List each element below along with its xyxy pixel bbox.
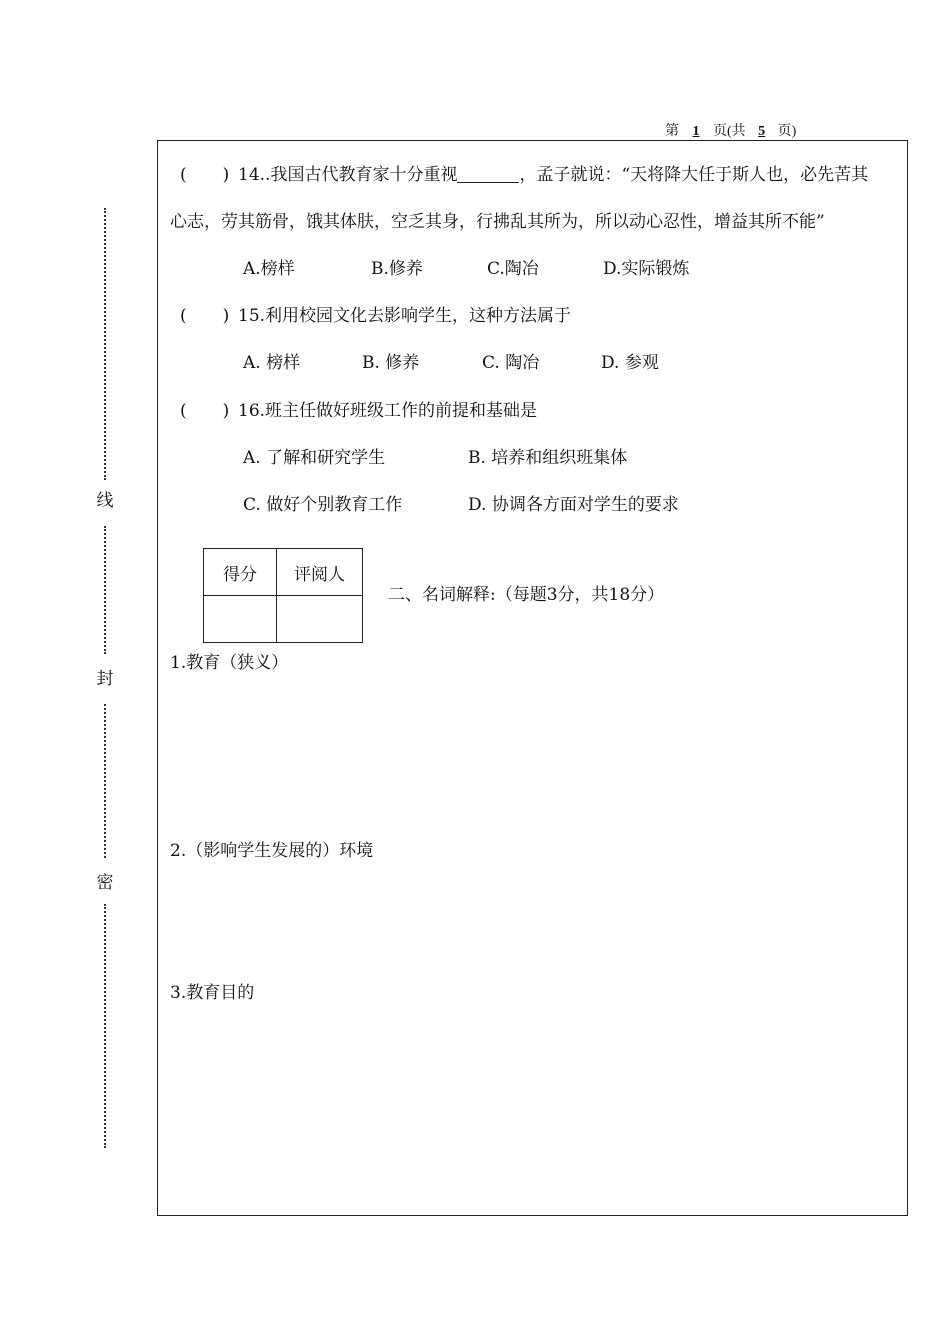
option-c: C. 做好个别教育工作 [243,495,403,515]
binding-dotted-segment [104,526,106,654]
total-pages: 5 [758,124,766,139]
option-b: B.修养 [371,259,423,279]
score-table [203,548,363,643]
reviewer-header: 评阅人 [277,549,363,596]
question-14-stem-cont: 心志，劳其筋骨，饿其体肤，空乏其身，行拂乱其所为，所以动心忍性，增益其所不能” [170,212,825,232]
term-item: 1.教育（狭义） [170,653,289,673]
answer-paren[interactable]: ( ) [180,165,230,185]
current-page: 1 [692,124,700,139]
binding-dotted-segment [104,704,106,858]
option-d: D.实际锻炼 [603,259,690,279]
option-a: A. 了解和研究学生 [243,448,386,468]
binding-char-mi: 密 [96,873,114,893]
section-title: 二、名词解释:（每题3分，共18分） [388,585,665,605]
binding-line [96,208,114,1148]
answer-paren[interactable]: ( ) [180,306,230,326]
binding-dotted-segment [104,904,106,1148]
option-c: C.陶冶 [487,259,539,279]
reviewer-cell[interactable] [277,596,363,643]
option-a: A.榜样 [243,259,295,279]
question-15-stem: ( ) 15.利用校园文化去影响学生，这种方法属于 [180,306,572,326]
option-d: D. 协调各方面对学生的要求 [468,495,679,515]
question-16-stem: ( ) 16.班主任做好班级工作的前提和基础是 [180,401,538,421]
score-header: 得分 [204,549,277,596]
option-a: A. 榜样 [243,353,301,373]
option-b: B. 培养和组织班集体 [468,448,628,468]
binding-char-xian: 线 [96,491,114,511]
binding-dotted-segment [104,208,106,480]
term-item: 2.（影响学生发展的）环境 [170,841,374,861]
option-b: B. 修养 [362,353,420,373]
page-number-header: 第 1 页(共 5 页) [665,124,797,139]
score-cell[interactable] [204,596,277,643]
answer-paren[interactable]: ( ) [180,401,230,421]
term-item: 3.教育目的 [170,983,255,1003]
option-d: D. 参观 [601,353,659,373]
binding-char-feng: 封 [96,669,114,689]
fill-blank[interactable] [457,165,519,183]
question-14-stem: ( ) 14..我国古代教育家十分重视 ，孟子就说：“天将降大任于斯人也，必先苦其 [180,165,869,185]
option-c: C. 陶冶 [482,353,540,373]
